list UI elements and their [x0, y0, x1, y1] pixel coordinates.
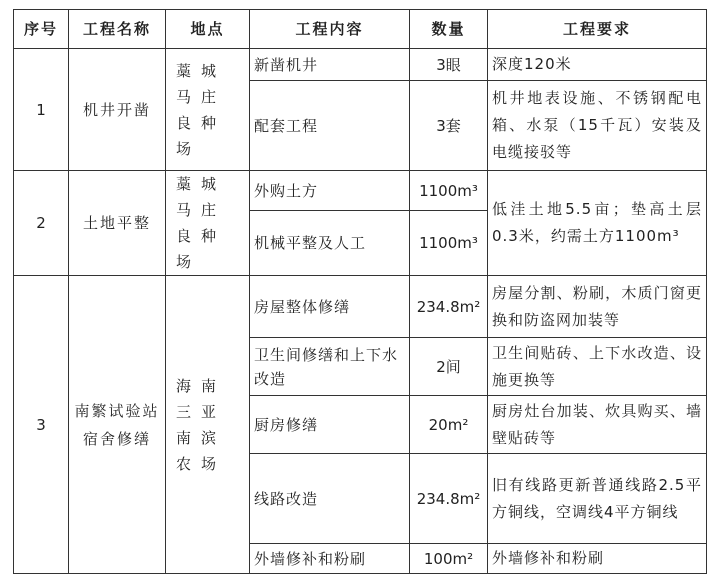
quantity-cell: 1100m³ [410, 171, 488, 211]
header-requirement: 工程要求 [488, 10, 707, 49]
quantity-cell: 3眼 [410, 49, 488, 81]
header-row [14, 10, 707, 49]
quantity-cell: 1100m³ [410, 211, 488, 276]
quantity-cell: 3套 [410, 81, 488, 171]
content-cell: 外购土方 [250, 171, 410, 211]
content-cell: 线路改造 [250, 454, 410, 544]
quantity-cell: 234.8m² [410, 276, 488, 338]
requirement-cell: 机井地表设施、不锈钢配电箱、水泵（15千瓦）安装及电缆接驳等 [488, 81, 707, 171]
requirement-cell: 卫生间贴砖、上下水改造、设施更换等 [488, 338, 707, 396]
location-cell: 藁城马庄良种场 [166, 171, 250, 276]
project-name-cell: 土地平整 [69, 171, 166, 276]
content-cell: 厨房修缮 [250, 396, 410, 454]
project-name-cell: 机井开凿 [69, 49, 166, 171]
requirement-cell: 外墙修补和粉刷 [488, 544, 707, 574]
table-row [14, 49, 707, 81]
content-cell: 房屋整体修缮 [250, 276, 410, 338]
seq-cell: 3 [14, 276, 69, 574]
content-cell: 新凿机井 [250, 49, 410, 81]
seq-cell: 2 [14, 171, 69, 276]
header-location: 地点 [166, 10, 250, 49]
seq-cell: 1 [14, 49, 69, 171]
quantity-cell: 234.8m² [410, 454, 488, 544]
content-cell: 配套工程 [250, 81, 410, 171]
requirement-cell: 旧有线路更新普通线路2.5平方铜线，空调线4平方铜线 [488, 454, 707, 544]
content-cell: 卫生间修缮和上下水改造 [250, 338, 410, 396]
header-name: 工程名称 [69, 10, 166, 49]
header-quantity: 数量 [410, 10, 488, 49]
location-cell: 海南三亚南滨农场 [166, 276, 250, 574]
quantity-cell: 100m² [410, 544, 488, 574]
location-cell: 藁城马庄良种场 [166, 49, 250, 171]
header-content: 工程内容 [250, 10, 410, 49]
project-name-cell: 南繁试验站宿舍修缮 [69, 276, 166, 574]
requirement-cell: 厨房灶台加装、炊具购买、墙壁贴砖等 [488, 396, 707, 454]
requirement-cell: 房屋分割、粉刷，木质门窗更换和防盗网加装等 [488, 276, 707, 338]
content-cell: 机械平整及人工 [250, 211, 410, 276]
table-row [14, 171, 707, 211]
quantity-cell: 20m² [410, 396, 488, 454]
header-seq: 序号 [14, 10, 69, 49]
table-row [14, 276, 707, 338]
requirement-cell: 低洼土地5.5亩；垫高土层0.3米，约需土方1100m³ [488, 171, 707, 276]
quantity-cell: 2间 [410, 338, 488, 396]
project-table [13, 9, 707, 574]
content-cell: 外墙修补和粉刷 [250, 544, 410, 574]
requirement-cell: 深度120米 [488, 49, 707, 81]
